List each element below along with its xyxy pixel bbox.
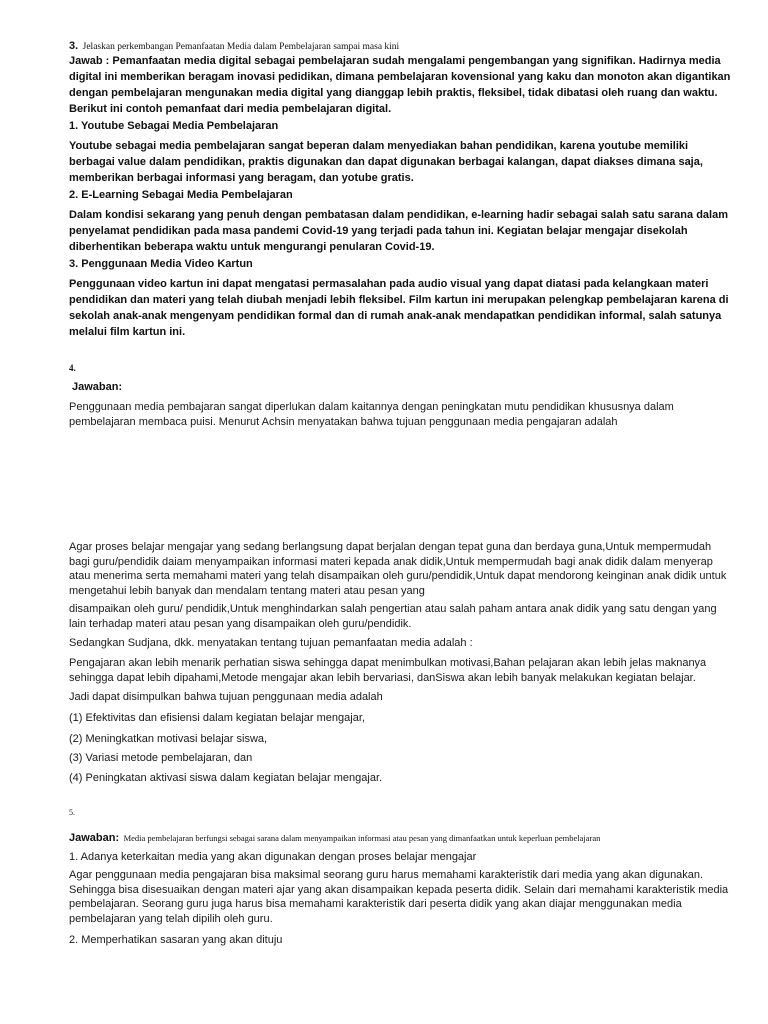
q4-paragraph-1: Penggunaan media pembajaran sangat diperlukan dalam kaitannya dengan peningkatan mutu pendidikan khususnya dalam pembelajaran membaca puisi. Menurut Achsin menyatakan bahwa tujuan penggunaan media pengajaran adalah bbox=[69, 401, 674, 428]
q4-number: 4. bbox=[69, 363, 76, 373]
q5-item-1: 1. Adanya keterkaitan media yang akan digunakan dengan proses belajar mengajar bbox=[69, 851, 477, 863]
q3-section-2-body: Dalam kondisi sekarang yang penuh dengan pembatasan dalam pendidikan, e-learning hadir sebagai salah satu sarana dalam penyelamat pendidikan pada masa pandemi Covid-19 yang terjadi pada tahun ini. Kegiatan belajar mengajar disekolah diberhentikan beberapa waktu untuk mengurangi penularan Covid-19. bbox=[69, 209, 728, 253]
q3-question-line bbox=[69, 36, 731, 54]
q4-paragraph-3: disampaikan oleh guru/ pendidik,Untuk menghindarkan salah pengertian atau salah paham antara anak didik yang satu dengan yang lain terhadap materi atau pesan yang disampaikan oleh guru/pendidik. bbox=[69, 603, 717, 630]
q5-number: 5. bbox=[69, 808, 75, 817]
q4-paragraph-4: Sedangkan Sudjana, dkk. menyatakan tentang tujuan pemanfaatan media adalah : bbox=[69, 637, 473, 649]
q3-section-2-heading: 2. E-Learning Sebagai Media Pembelajaran bbox=[69, 189, 293, 201]
q4-list-item-1: (1) Efektivitas dan efisiensi dalam kegiatan belajar mengajar, bbox=[69, 712, 365, 724]
q5-answer-line bbox=[69, 828, 731, 846]
q5-item-1-body: Agar penggunaan media pengajaran bisa maksimal seorang guru harus memahami karakteristik dari media yang akan digunakan. Sehingga bisa disesuaikan dengan materi ajar yang akan disampaikan kepada peserta didik. Selain dari memahami karakteristik media pembelajaran. Seorang guru juga harus bisa memahami karakteristik dari peserta didik yang akan diajar menggunakan media pembelajaran yang telah dipilih oleh guru. bbox=[69, 869, 729, 925]
q3-section-1-heading: 1. Youtube Sebagai Media Pembelajaran bbox=[69, 120, 279, 132]
q5-answer-inline: Media pembelajaran berfungsi sebagai sarana dalam menyampaikan informasi atau pesan yang dimanfaatkan untuk keperluan pembelajaran bbox=[123, 833, 601, 843]
q3-section-3-heading: 3. Penggunaan Media Video Kartun bbox=[69, 258, 253, 270]
q3-answer-intro: Jawab : Pemanfaatan media digital sebagai pembelajaran sudah mengalami pengembangan yang signifikan. Hadirnya media digital ini memberikan beragam inovasi pedidikan, dimana pembelajaran kovensional yang kaku dan monoton akan digantikan dengan pembelajaran mengunakan media digital yang dianggap lebih praktis, fleksibel, tidak dibatasi oleh ruang dan waktu. Berikut ini contoh pemanfaat dari media pembelajaran digital. bbox=[69, 55, 731, 115]
q3-number: 3. bbox=[69, 40, 79, 52]
q4-paragraph-2: Agar proses belajar mengajar yang sedang berlangsung dapat berjalan dengan tepat guna dan berdaya guna,Untuk mempermudah bagi guru/pendidik daiam menyampaikan informasi materi kepada anak didik,Untuk mempermudah bagi anak didik dalam menyerap atau menerima serta memahami materi yang telah disampaikan oleh guru/pendidik,Untuk dapat mendorong keinginan anak didik untuk mengetahui lebih banyak dan mendalam tentang materi atau pesan yang bbox=[69, 541, 727, 597]
q3-section-1-body: Youtube sebagai media pembelajaran sangat beperan dalam menyediakan bahan pendidikan, karena youtube memiliki berbagai value dalam pendidikan, praktis digunakan dan dapat digunakan berbagai kalangan, dapat diakses dimana saja, memberikan berbagai informasi yang beragam, dan yotube gratis. bbox=[69, 140, 703, 184]
q4-list-item-3: (3) Variasi metode pembelajaran, dan bbox=[69, 752, 253, 764]
q4-answer-label: Jawaban: bbox=[72, 381, 123, 393]
q4-paragraph-5: Pengajaran akan lebih menarik perhatian siswa sehingga dapat menimbulkan motivasi,Bahan pelajaran akan lebih jelas maknanya sehingga dapat lebih dipahami,Metode mengajar akan lebih bervariasi, danSiswa akan lebih banyak melakukan kegiatan belajar. bbox=[69, 657, 707, 684]
q4-conclusion: Jadi dapat disimpulkan bahwa tujuan penggunaan media adalah bbox=[69, 691, 383, 703]
q3-section-3-body: Penggunaan video kartun ini dapat mengatasi permasalahan pada audio visual yang dapat diatasi pada kelangkaan materi pendidikan dan materi yang telah diubah menjadi lebih fleksibel. Film kartun ini merupakan pelengkap pembelajaran karena di sekolah anak-anak mengenyam pendidikan formal dan di rumah anak-anak mendapatkan pendidikan informal, salah satunya melalui film kartun ini. bbox=[69, 278, 729, 338]
q5-answer-label: Jawaban: bbox=[69, 832, 120, 844]
q5-item-2: 2. Memperhatikan sasaran yang akan dituju bbox=[69, 934, 283, 946]
q4-list-item-2: (2) Meningkatkan motivasi belajar siswa, bbox=[69, 733, 268, 745]
q4-list-item-4: (4) Peningkatan aktivasi siswa dalam kegiatan belajar mengajar. bbox=[69, 772, 383, 784]
q3-question: Jelaskan perkembangan Pemanfaatan Media dalam Pembelajaran sampai masa kini bbox=[82, 42, 400, 52]
